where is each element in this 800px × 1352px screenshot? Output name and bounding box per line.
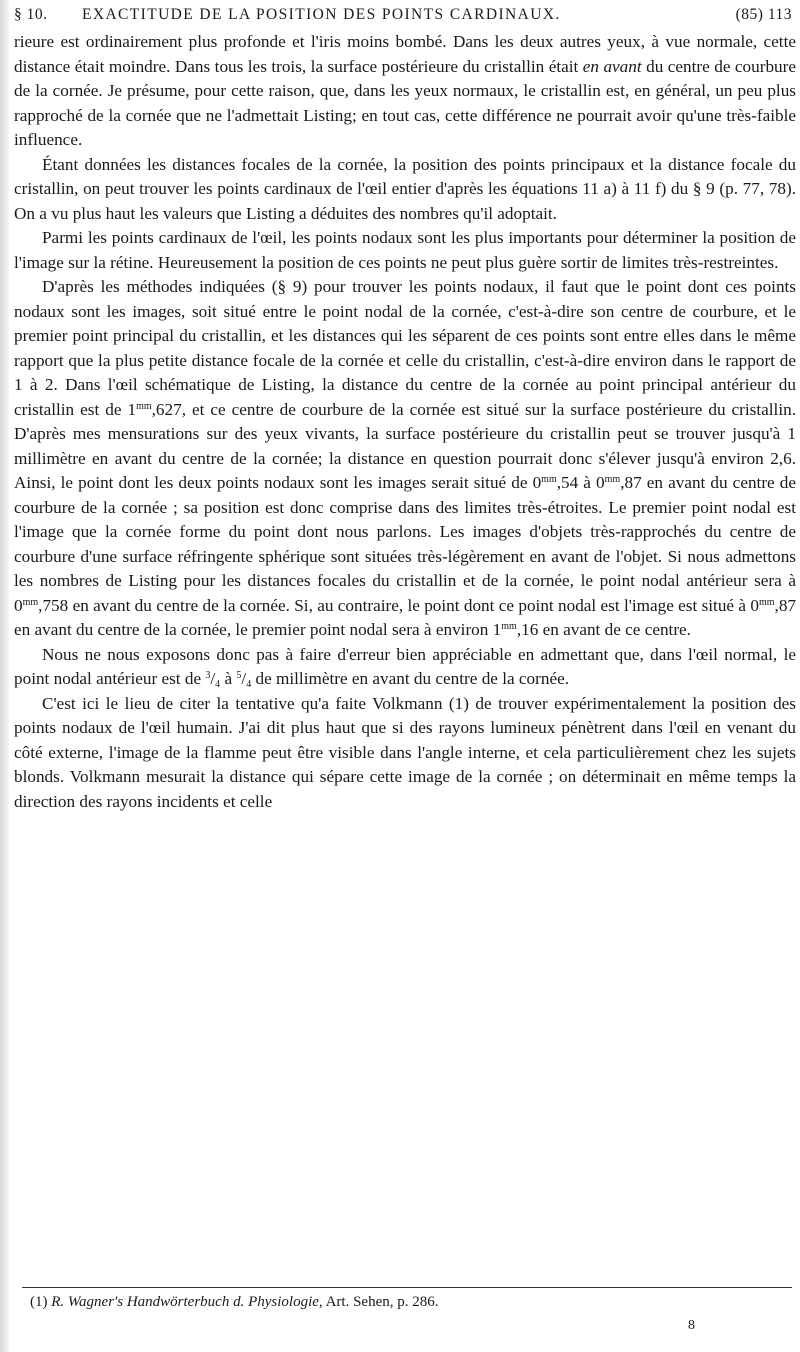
- header-section: § 10.: [14, 6, 48, 23]
- emphasis: en avant: [582, 56, 642, 76]
- header-title: EXACTITUDE DE LA POSITION DES POINTS CARDINAUX.: [82, 6, 561, 23]
- unit-mm: mm: [758, 596, 775, 608]
- footnote-mark: (1): [30, 1294, 48, 1310]
- footnote-author: R. Wagner's: [51, 1294, 124, 1310]
- footnote: [30, 1292, 790, 1312]
- footnote-work: Handwörterbuch d. Physiologie: [126, 1294, 319, 1310]
- paragraph-1: rieure est ordinairement plus profonde et l'iris moins bombé. Dans les deux autres yeux, à vue normale, cette distance était moindre. Dans tous les trois, la surface postérieure du cristallin était en avant du centre de courbure de la cornée. Je présume, pour cette raison, que, dans les yeux normaux, le cristallin est, en général, un peu plus rapproché de la cornée que ne l'admettait Listing; en tout cas, cette différence ne pourrait avoir qu'une très-faible influence.: [14, 32, 796, 149]
- unit-mm: mm: [541, 474, 557, 485]
- footnote-rest: , Art. Sehen, p. 286.: [318, 1294, 439, 1310]
- unit-mm: mm: [501, 621, 517, 632]
- fraction-numerator: 3: [205, 670, 211, 681]
- fraction-denominator: 4: [246, 679, 252, 690]
- running-header: [14, 6, 792, 30]
- unit-mm: mm: [136, 400, 152, 412]
- paragraph-4: D'après les méthodes indiquées (§ 9) pour trouver les points nodaux, il faut que le point dont ces points nodaux sont les images, soit situé entre le point nodal de la cornée, c'est-à-dire son centre de courbure, et le premier point principal du cristallin, et les distances qui les séparent de ces points sont entre elles dans le même rapport que la plus petite distance focale de la cornée et celle du cristallin, c'est-à-dire environ dans le rapport de 1 à 2. Dans l'œil schématique de Listing, la distance du centre de la cornée au point principal antérieur du cristallin est de $1^{mm},627$, et ce centre de courbure de la cornée est situé sur la surface postérieure du cristallin. D'après mes mensurations sur des yeux vivants, la surface postérieure du cristallin peut se trouver jusqu'à 1 millimètre en avant du centre de la cornée; la distance en question pourrait donc s'élever jusqu'à environ 2,6. Ainsi, le point dont les deux points nodaux sont les images serait situé de $0^{mm},54$ à $0^{mm},87$ en avant du centre de courbure de la cornée ; sa position est donc comprise dans des limites très-étroites. Le premier point nodal est l'image que la cornée forme du point dont nous parlons. Les images d'objets très-rapprochés du centre de courbure d'une surface réfringente sphérique sont situées très-légèrement en avant de l'objet. Si nous admettons les nombres de Listing pour les distances focales du cristallin et de la cornée, le point nodal antérieur sera à $0^{mm},758$ en avant du centre de la cornée. Si, au contraire, le point dont ce point nodal est l'image est situé à $0^{mm},87$ en avant du centre de la cornée, le premier point nodal sera à environ $1^{mm},16$ en avant de ce centre.: [14, 277, 796, 639]
- paragraph-3: Parmi les points cardinaux de l'œil, les points nodaux sont les plus importants pour déterminer la position de l'image sur la rétine. Heureusement la position de ces points ne peut plus guère sortir de limites très-restreintes.: [14, 228, 796, 272]
- body-text: [14, 30, 796, 814]
- fraction-numerator: 5: [236, 670, 242, 681]
- unit-mm: mm: [604, 474, 621, 485]
- paragraph-5: Nous ne nous exposons donc pas à faire d'erreur bien appréciable en admettant que, dans l'œil normal, le point nodal antérieur est de $^3/_4$ à $^5/_4$ de millimètre en avant du centre de la cornée.: [14, 644, 796, 690]
- unit-mm: mm: [22, 596, 39, 608]
- fraction-denominator: 4: [215, 679, 221, 690]
- paragraph-2: Étant données les distances focales de la cornée, la position des points principaux et la distance focale du cristallin, on peut trouver les points cardinaux de l'œil entier d'après les équations 11 a) à 11 f) du § 9 (p. 77, 78). On a vu plus haut les valeurs que Listing a déduites des nombres qu'il adoptait.: [14, 154, 796, 223]
- footnote-rule: [22, 1287, 792, 1288]
- signature-mark: 8: [688, 1318, 695, 1333]
- page-gutter-shadow: [0, 0, 9, 1352]
- paragraph-6: C'est ici le lieu de citer la tentative qu'a faite Volkmann (1) de trouver expérimentalement la position des points nodaux de l'œil humain. J'ai dit plus haut que si des rayons lumineux pénètrent dans l'œil en venant du côté externe, l'image de la flamme peut être visible dans l'angle interne, et cela particulièrement chez les sujets blonds. Volkmann mesurait la distance qui sépare cette image de la cornée ; on déterminait en même temps la direction des rayons incidents et celle: [14, 693, 796, 811]
- header-page-number: (85) 113: [735, 6, 792, 23]
